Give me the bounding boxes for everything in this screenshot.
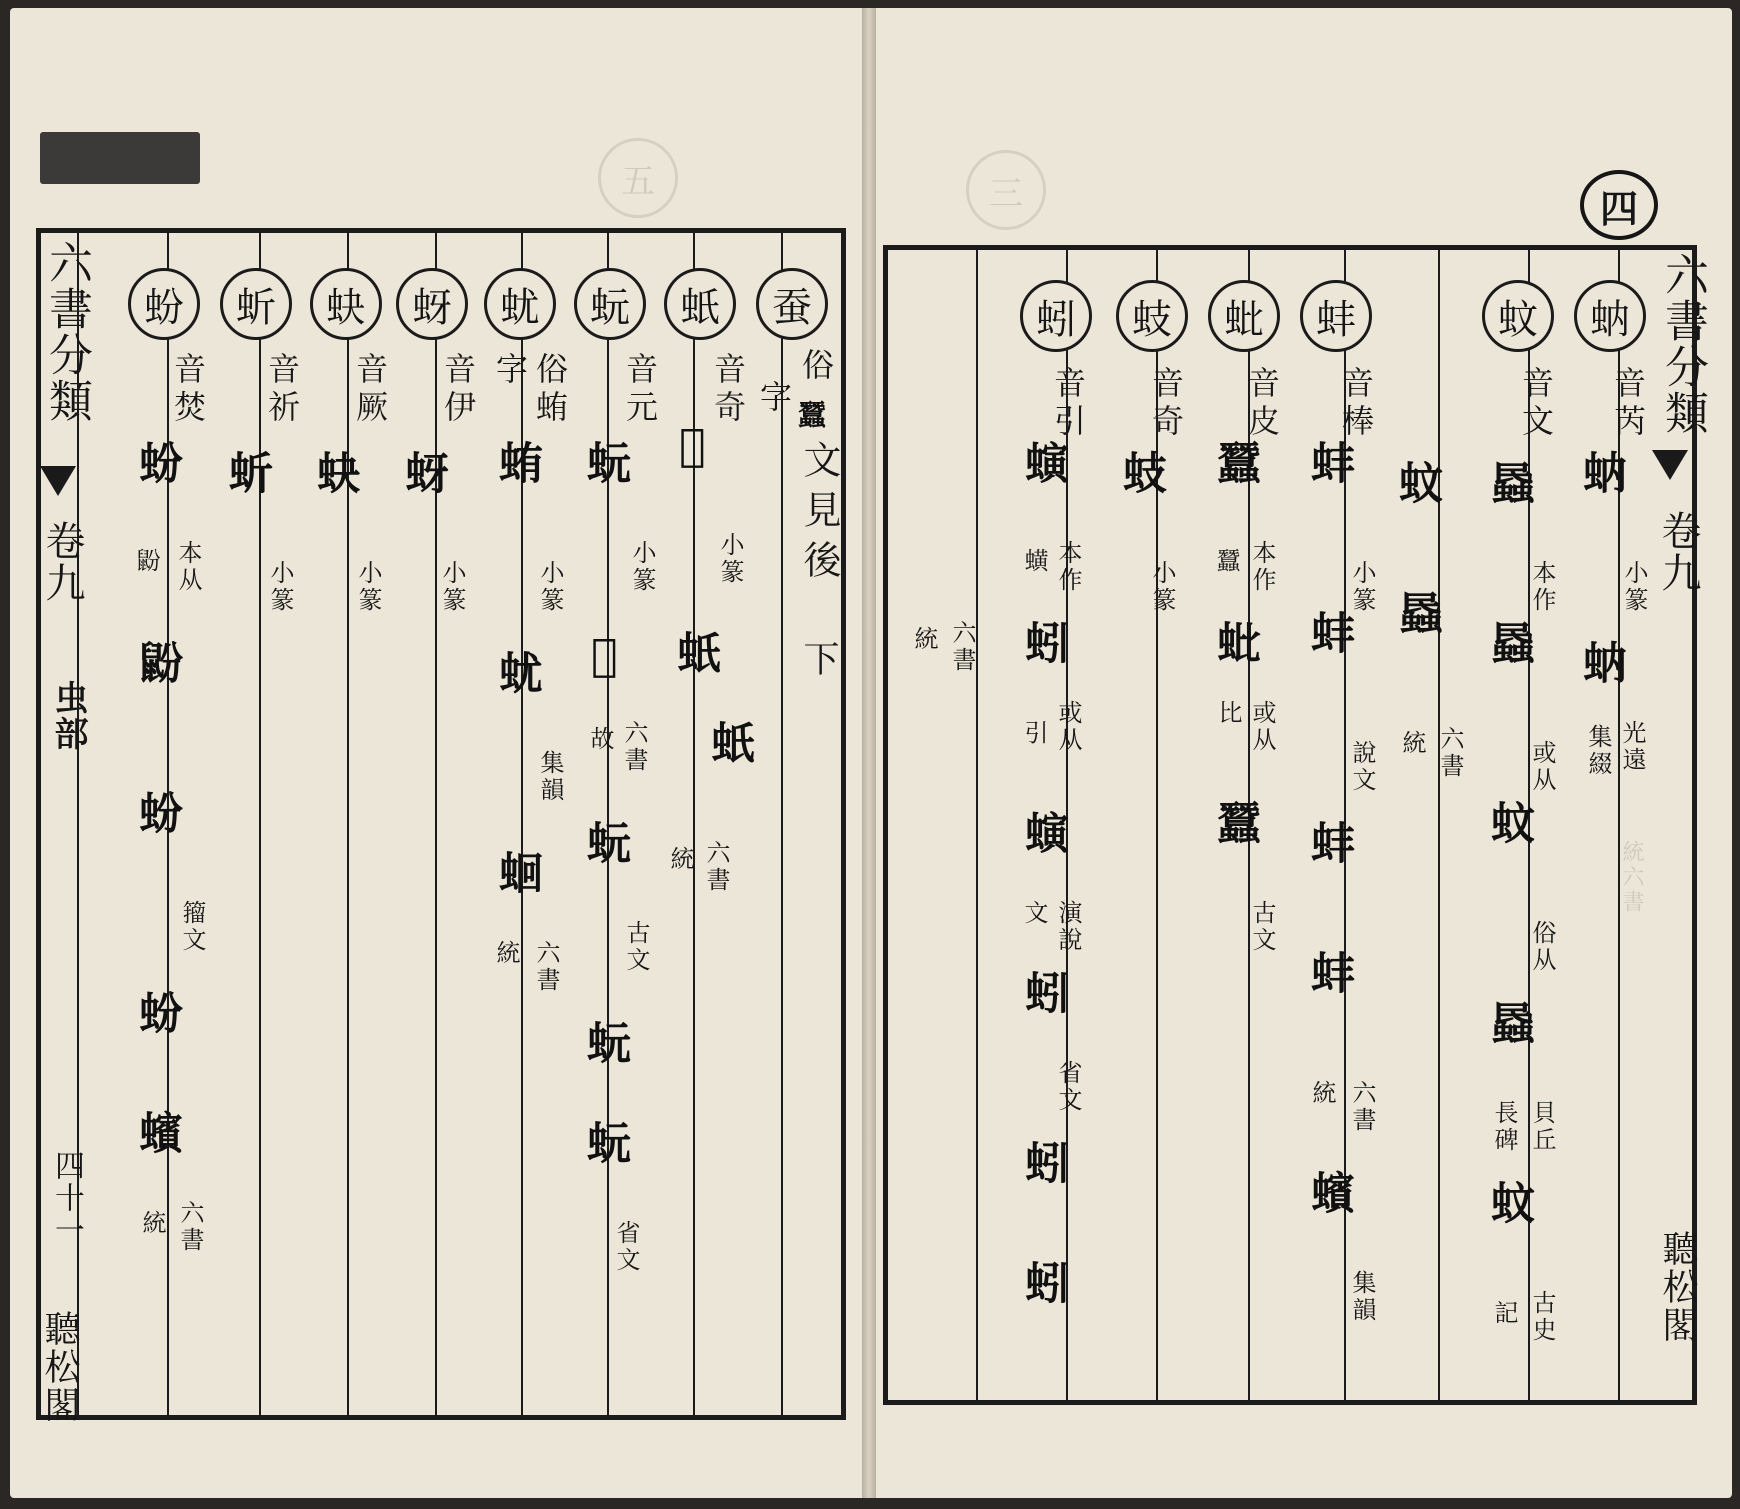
- entry-gloss: 貝丘: [1528, 1100, 1556, 1154]
- entry-gloss: 本从: [174, 540, 202, 594]
- entry-head-character: 蚑: [1116, 280, 1188, 352]
- entry-gloss: 音棒: [1337, 366, 1375, 442]
- entry-gloss: 統: [1398, 730, 1426, 757]
- entry-head-character: 蚚: [220, 268, 292, 340]
- entry-gloss: 俗从: [1528, 920, 1556, 974]
- right-book-title: 六書分類: [1657, 252, 1708, 436]
- entry-gloss: 文: [1020, 900, 1048, 927]
- entry-gloss: 統: [666, 846, 694, 873]
- entry-gloss: 小篆: [354, 560, 382, 614]
- fish-tail-mark-left: [40, 466, 76, 496]
- entry-head-character: 蚕: [756, 268, 828, 340]
- entry-gloss: 音焚: [169, 352, 207, 428]
- entry-gloss: 六書: [176, 1200, 204, 1254]
- entry-gloss: 省文: [612, 1220, 640, 1274]
- bleed-through-circle-right: 三: [966, 150, 1046, 230]
- left-volume-label: 卷九: [39, 520, 85, 604]
- entry-gloss: 蟥: [1020, 548, 1048, 575]
- entry-gloss: 統: [138, 1210, 166, 1237]
- entry-head-character: 蚜: [396, 268, 468, 340]
- entry-gloss: 小篆: [1620, 560, 1648, 614]
- entry-gloss: 統: [1308, 1080, 1336, 1107]
- left-section-label: 虫部: [48, 680, 88, 752]
- entry-gloss: 集韻: [536, 750, 564, 804]
- right-page-frame: [883, 245, 1697, 1405]
- left-book-title: 六書分類: [41, 240, 92, 424]
- entry-gloss: 下: [798, 640, 839, 682]
- entry-gloss: 六書: [620, 720, 648, 774]
- entry-gloss: 統: [492, 940, 520, 967]
- entry-head-character: 蚖: [574, 268, 646, 340]
- entry-gloss: 字: [491, 352, 529, 390]
- entry-gloss: 文見後: [797, 440, 841, 590]
- entry-head-character: 蚗: [310, 268, 382, 340]
- entry-gloss: 演說: [1054, 900, 1082, 954]
- entry-gloss: 音祈: [263, 352, 301, 428]
- entry-gloss: 音皮: [1243, 366, 1281, 442]
- entry-gloss: 集綴: [1584, 724, 1612, 778]
- entry-head-character: 蚡: [128, 268, 200, 340]
- entry-gloss: 集韻: [1348, 1270, 1376, 1324]
- entry-gloss: 籀文: [178, 900, 206, 954]
- entry-gloss: 統: [910, 626, 938, 653]
- entry-gloss: 省文: [1054, 1060, 1082, 1114]
- entry-gloss: 蠶: [1212, 548, 1240, 575]
- entry-gloss: 六書: [532, 940, 560, 994]
- entry-gloss: 小篆: [536, 560, 564, 614]
- ink-blot-top-left: [40, 132, 200, 184]
- entry-gloss: 俗: [797, 348, 835, 386]
- entry-gloss: 音芮: [1609, 366, 1647, 442]
- entry-gloss: 或从: [1528, 740, 1556, 794]
- entry-gloss: 統六書: [1619, 840, 1644, 915]
- entry-gloss: 音文: [1517, 366, 1555, 442]
- entry-gloss: 或从: [1248, 700, 1276, 754]
- entry-gloss: 音伊: [439, 352, 477, 428]
- entry-gloss: 音奇: [1147, 366, 1185, 442]
- entry-gloss: 或从: [1054, 700, 1082, 754]
- entry-gloss: 音引: [1049, 366, 1087, 442]
- entry-gloss: 六書: [948, 620, 976, 674]
- entry-gloss: 小篆: [628, 540, 656, 594]
- left-page-number: 四十一: [49, 1150, 84, 1246]
- entry-gloss: 六書: [702, 840, 730, 894]
- left-publisher: 聽松閣: [39, 1310, 80, 1424]
- entry-gloss: 音奇: [709, 352, 747, 428]
- entry-head-character: 蚌: [1300, 280, 1372, 352]
- entry-gloss: 鼢: [132, 548, 160, 575]
- entry-gloss: 本作: [1054, 540, 1082, 594]
- entry-head-character: 蚓: [1020, 280, 1092, 352]
- fish-tail-mark-right: [1652, 450, 1688, 480]
- entry-gloss: 古史: [1528, 1290, 1556, 1344]
- entry-head-character: 蚋: [1574, 280, 1646, 352]
- entry-head-character: 蚘: [484, 268, 556, 340]
- entry-gloss: 故: [586, 726, 614, 753]
- page-marker-circle: 四: [1580, 170, 1658, 240]
- entry-gloss: 長碑: [1490, 1100, 1518, 1154]
- entry-head-character: 蚍: [1208, 280, 1280, 352]
- entry-gloss: 六書: [1436, 726, 1464, 780]
- entry-gloss: 小篆: [716, 532, 744, 586]
- book-gutter: [862, 8, 876, 1498]
- entry-gloss: 俗蛕: [531, 352, 569, 428]
- entry-gloss: 比: [1214, 700, 1242, 727]
- entry-gloss: 本作: [1248, 540, 1276, 594]
- entry-head-character: 蚊: [1482, 280, 1554, 352]
- entry-gloss: 光遠: [1618, 720, 1646, 774]
- entry-gloss: 小篆: [266, 560, 294, 614]
- entry-gloss: 小篆: [1348, 560, 1376, 614]
- entry-gloss: 小篆: [438, 560, 466, 614]
- entry-head-character: 蚔: [664, 268, 736, 340]
- entry-gloss: 字: [755, 380, 793, 418]
- entry-gloss: 引: [1020, 720, 1048, 747]
- entry-gloss: 記: [1490, 1300, 1518, 1327]
- entry-gloss: 古文: [1248, 900, 1276, 954]
- entry-gloss: 小篆: [1148, 560, 1176, 614]
- entry-gloss: 本作: [1528, 560, 1556, 614]
- entry-gloss: 音元: [621, 352, 659, 428]
- bleed-through-circle-left: 五: [598, 138, 678, 218]
- entry-gloss: 音厥: [351, 352, 389, 428]
- entry-gloss: 說文: [1348, 740, 1376, 794]
- entry-gloss: 古文: [622, 920, 650, 974]
- right-publisher: 聽松閣: [1657, 1230, 1698, 1344]
- entry-gloss: 六書: [1348, 1080, 1376, 1134]
- right-volume-label: 卷九: [1655, 510, 1701, 594]
